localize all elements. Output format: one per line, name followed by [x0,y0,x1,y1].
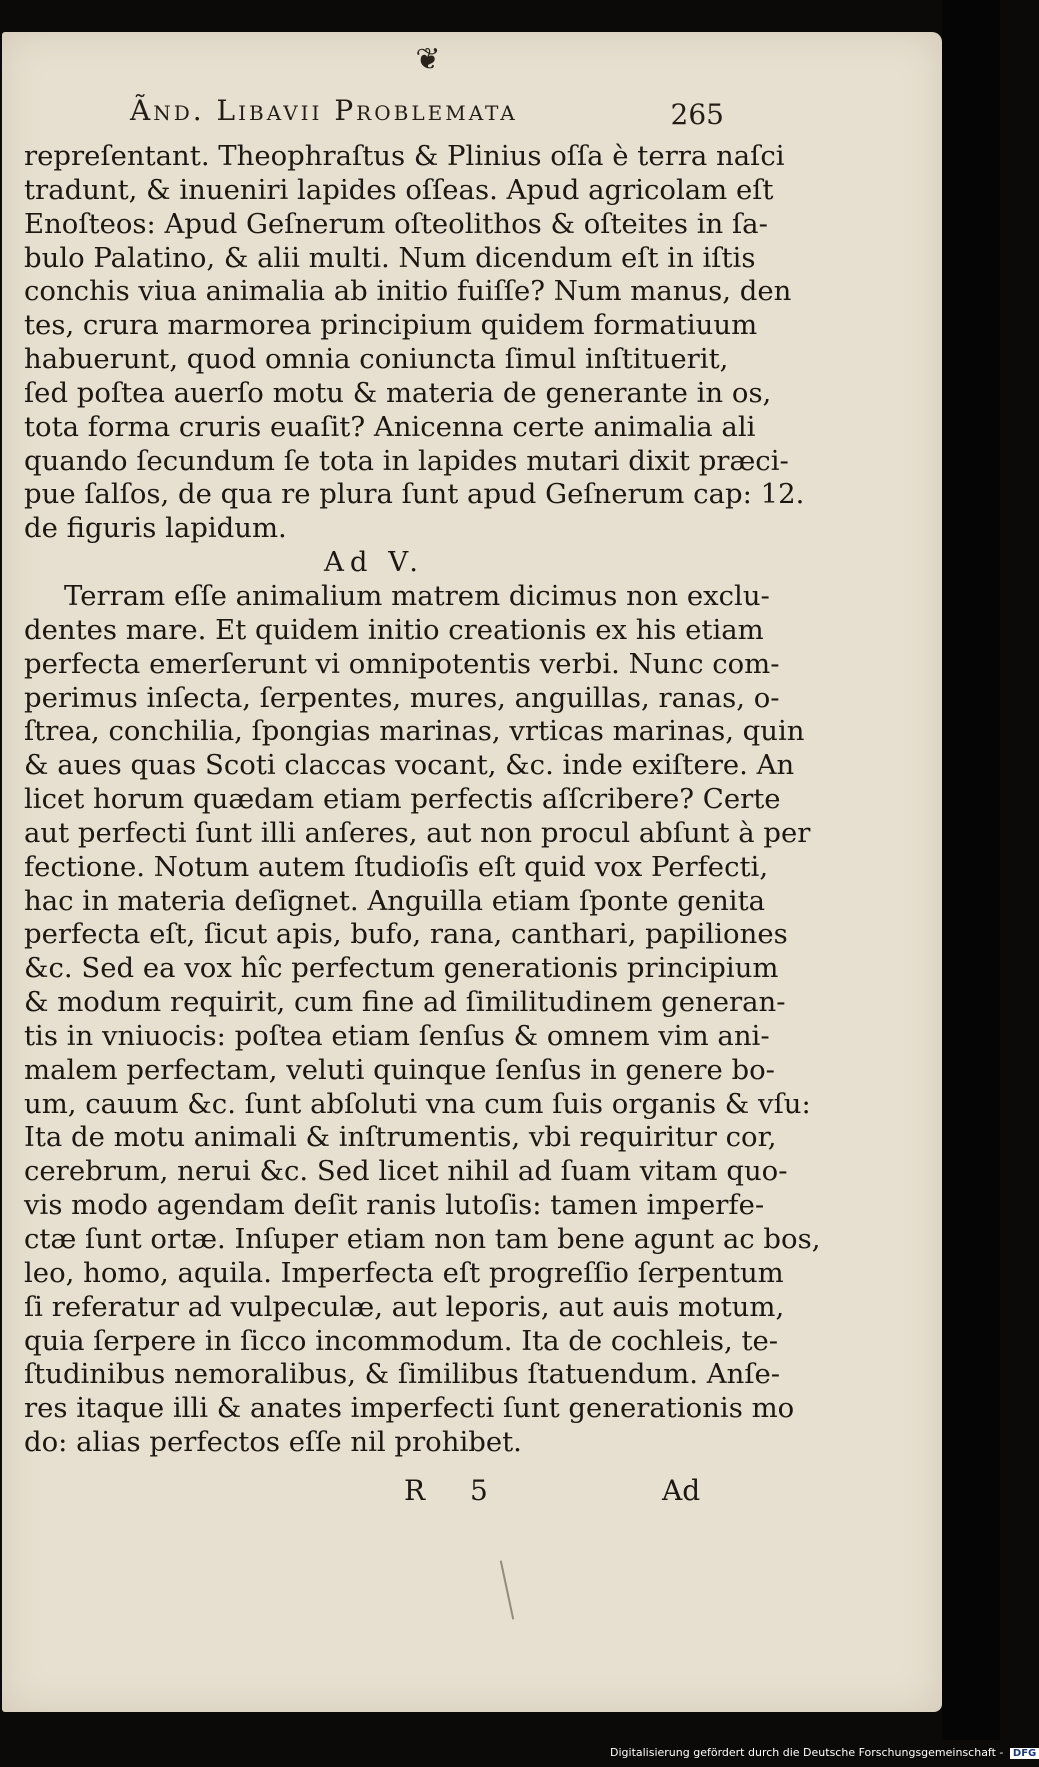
text-line: dentes mare. Et quidem initio creationis ex his etiam [24,613,764,646]
text-line: tradunt, & inueniri lapides oſſeas. Apud agricolam eſt [24,173,774,206]
text-line: ſed poſtea auerſo motu & materia de generante in os, [24,376,772,409]
text-line: Enoſteos: Apud Geſnerum oſteolithos & oſteites in ſa- [24,207,768,240]
text-line: vis modo agendam deſit ranis lutoſis: tamen imperfe- [24,1189,765,1222]
book-page [2,32,942,1712]
section-heading: Ad V. [324,546,424,579]
text-line: tes, crura marmorea principium quidem formatiuum [24,309,758,342]
ink-mark [500,1560,514,1619]
paragraph-ad-v [24,579,821,1460]
text-line: & aues quas Scoti claccas vocant, &c. inde exiſtere. An [24,749,795,782]
running-head: Ãnd. Libavii Problemata [130,94,518,127]
text-line: tota forma cruris euaſit? Anicenna certe animalia ali [24,410,756,443]
text-line: res itaque illi & anates imperfecti ſunt generationis mo [24,1392,795,1425]
text-line: & modum requirit, cum fine ad ſimilitudinem generan- [24,986,786,1019]
signature-mark: R 5 [404,1474,506,1507]
catchword: Ad [662,1474,701,1507]
text-line: perfecta emerſerunt vi omnipotentis verbi. Nunc com- [24,647,780,680]
dfg-logo: DFG [1010,1748,1039,1759]
text-line: &c. Sed ea vox hîc perfectum generationis principium [24,952,779,985]
text-line: hac in materia deſignet. Anguilla etiam ſponte genita [24,884,766,917]
text-line: ſtrea, conchilia, ſpongias marinas, vrticas marinas, quin [24,715,805,748]
text-line: fectione. Notum autem ſtudioſis eſt quid vox Perfecti, [24,850,769,883]
text-line: Terram eſſe animalium matrem dicimus non exclu- [64,579,770,612]
text-line: perfecta eſt, ſicut apis, bufo, rana, canthari, papiliones [24,918,788,951]
text-line: do: alias perfectos eſſe nil prohibet. [24,1426,522,1459]
funding-note-text: Digitalisierung gefördert durch die Deutsche Forschungsgemeinschaft - [610,1746,1004,1759]
text-line: quando ſecundum ſe tota in lapides mutari dixit præci- [24,444,789,477]
text-line: malem perfectam, veluti quinque ſenſus in genere bo- [24,1053,775,1086]
funding-note [610,1746,1037,1764]
text-line: um, cauum &c. ſunt abſoluti vna cum ſuis organis & vſu: [24,1087,811,1120]
paragraph-continuation [24,140,805,546]
text-line: ctæ ſunt ortæ. Inſuper etiam non tam bene agunt ac bos, [24,1223,821,1255]
text-line: habuerunt, quod omnia coniuncta ſimul inſtituerit, [24,343,729,376]
text-line: de figuris lapidum. [24,512,287,545]
text-line: Ita de motu animali & inſtrumentis, vbi requiritur cor, [24,1121,777,1154]
text-line: ſtudinibus nemoralibus, & ſimilibus ſtatuendum. Anſe- [24,1358,781,1391]
text-line: tis in vniuocis: poſtea etiam ſenſus & omnem vim ani- [24,1019,770,1052]
text-line: conchis viua animalia ab initio fuiſſe? Num manus, den [24,275,792,308]
text-line: licet horum quædam etiam perfectis aſſcribere? Certe [24,783,781,816]
page-footer [2,1474,942,1514]
text-line: bulo Palatino, & alii multi. Num dicendum eſt in iſtis [24,241,756,274]
text-line: leo, homo, aquila. Imperfecta eſt progreſſio ſerpentum [24,1256,784,1289]
page-body [24,140,821,1460]
text-line: pue ſalſos, de qua re plura ſunt apud Geſnerum cap: 12. [24,478,805,511]
scan-background [942,0,1000,1740]
page-number: 265 [670,98,724,131]
text-line: aut perfecti ſunt illi anſeres, aut non procul abſunt à per [24,816,811,849]
text-line: ſi referatur ad vulpeculæ, aut leporis, aut auis motum, [24,1290,785,1323]
fleuron-ornament: ❦ [415,42,441,77]
text-line: quia ſerpere in ſicco incommodum. Ita de cochleis, te- [24,1324,779,1357]
text-line: repreſentant. Theophraſtus & Plinius oſſa è terra naſci [24,140,785,172]
text-line: cerebrum, nerui &c. Sed licet nihil ad ſuam vitam quo- [24,1155,788,1188]
text-line: perimus inſecta, ſerpentes, mures, anguillas, ranas, o- [24,681,780,714]
